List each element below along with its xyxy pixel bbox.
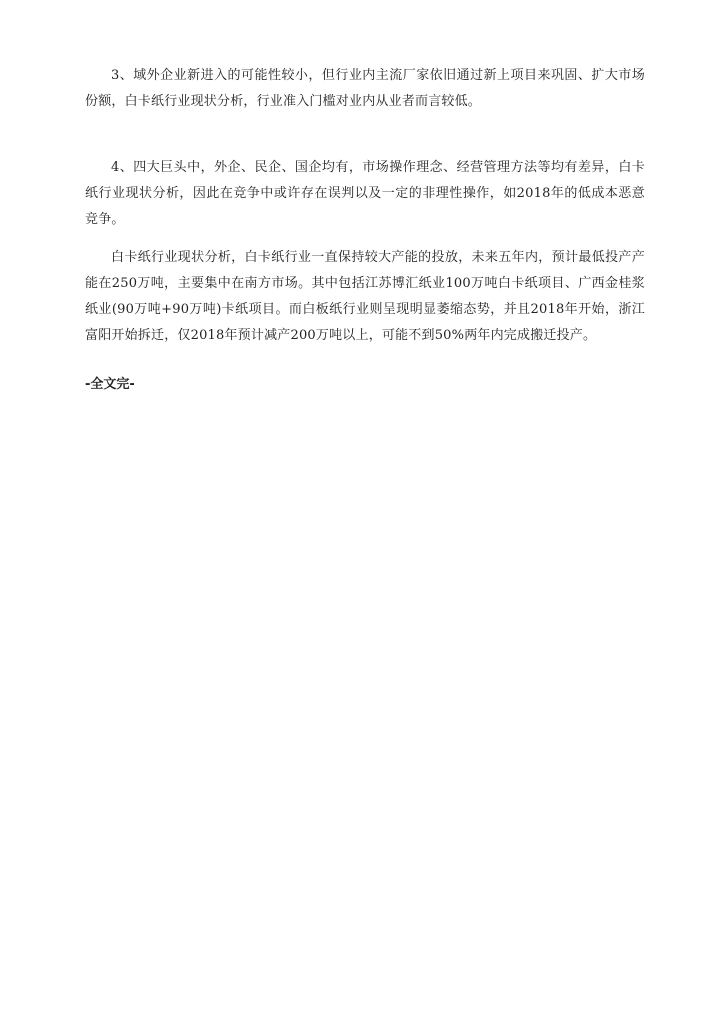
paragraph-four-giants: 4、四大巨头中，外企、民企、国企均有，市场操作理念、经营管理方法等均有差异，白卡纸行业现状分析，因此在竞争中或许存在误判以及一定的非理性操作，如2018年的低成本恶意竞争。 xyxy=(85,160,645,227)
paragraph-entry-barriers: 3、域外企业新进入的可能性较小，但行业内主流厂家依旧通过新上项目来巩固、扩大市场份额，白卡纸行业现状分析，行业准入门槛对业内从业者而言较低。 xyxy=(85,68,645,109)
paragraph-capacity-outlook: 白卡纸行业现状分析，白卡纸行业一直保持较大产能的投放，未来五年内，预计最低投产产能在250万吨，主要集中在南方市场。其中包括江苏博汇纸业100万吨白卡纸项目、广西金桂浆纸业(90万吨+90万吨)卡纸项目。而白板纸行业则呈现明显萎缩态势，并且2018年开始，浙江富阳开始拆迁，仅2018年预计减产200万吨以上，可能不到50%两年内完成搬迁投产。 xyxy=(85,250,645,343)
end-of-article-mark: -全文完- xyxy=(85,377,135,392)
